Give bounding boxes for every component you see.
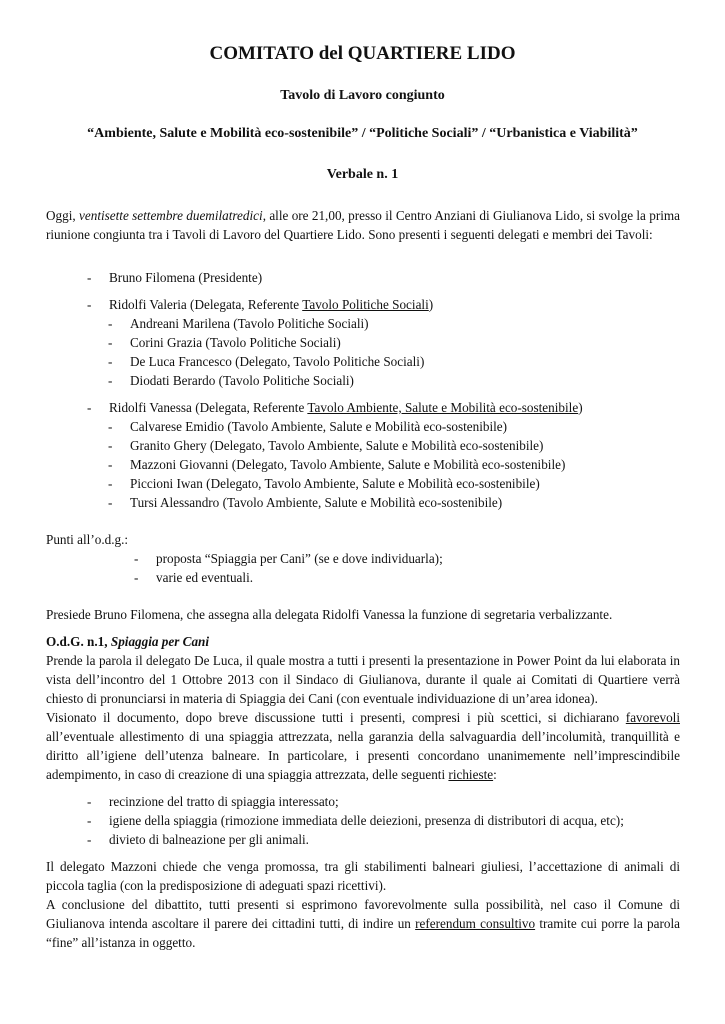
group1-table-name: Tavolo Politiche Sociali [302,297,429,312]
member-entry: Diodati Berardo (Tavolo Politiche Sociali) [130,373,354,388]
para2-text-3: : [493,767,497,782]
member-entry: Piccioni Iwan (Delegato, Tavolo Ambiente, Salute e Mobilità eco-sostenibile) [130,476,540,491]
odg1-paragraph-3: Il delegato Mazzoni chiede che venga promossa, tra gli stabilimenti balneari giuliesi, l’accettazione di animali di piccola taglia (con la predisposizione di adeguati spazi ricettivi). [46,859,680,893]
member-entry: Granito Ghery (Delegato, Tavolo Ambiente, Salute e Mobilità eco-sostenibile) [130,438,544,453]
odg1-heading-title: Spiaggia per Cani [110,634,210,649]
odg1-heading [46,632,680,651]
odg-item: varie ed eventuali. [156,570,254,585]
para4-text-1: A conclusione del dibattito, tutti presenti si esprimono favorevolmente sulla possibilità, nel caso il Comune di Giulianova intenda ascoltare il parere dei cittadini tutti, di indire un [46,897,680,931]
para2-text-2: all’eventuale allestimento di una spiaggia attrezzata, nella garanzia della salvaguardia dell’incolumità, tranquillità e diritto all’igiene dell’utenza balneare. In particolare, i presenti concordano unanimemente nell’imprescindibile adempimento, in caso di creazione di una spiaggia attrezzata, delle seguenti [46,729,680,782]
member-entry: Tursi Alessandro (Tavolo Ambiente, Salute e Mobilità eco-sostenibile) [130,495,503,510]
odg1-paragraph-1: Prende la parola il delegato De Luca, il quale mostra a tutti i presenti la presentazione in Power Point da lui elaborata in vista dell’incontro del 1 Ottobre 2013 con il Sindaco di Giulianova, durante il quale ai Comitati di Quartiere verrà chiesto di pronunciarsi in materia di Spiaggia dei Cani (con eventuale individuazione di un’area idonea). [46,653,680,706]
list-item: - recinzione del tratto di spiaggia interessato; [87,794,339,809]
member-entry: Calvarese Emidio (Tavolo Ambiente, Salute e Mobilità eco-sostenibile) [130,419,508,434]
request-item: divieto di balneazione per gli animali. [109,832,309,847]
favorevoli-underlined: favorevoli [625,710,680,725]
member-entry: Mazzoni Giovanni (Delegato, Tavolo Ambiente, Salute e Mobilità eco-sostenibile) [130,457,566,472]
list-item: - Ridolfi Vanessa (Delegata, Referente Tavolo Ambiente, Salute e Mobilità eco-sostenibile) [87,400,583,415]
odg1-heading-number: O.d.G. n.1, [46,634,111,649]
list-item: - Mazzoni Giovanni (Delegato, Tavolo Ambiente, Salute e Mobilità eco-sostenibile) [108,457,566,472]
referendum-underlined: referendum consultivo [415,916,536,931]
para2-text-1: Visionato il documento, dopo breve discussione tutti i presenti, compresi i più scettici, si dichiarano [46,710,626,725]
tables-line: “Ambiente, Salute e Mobilità eco-sostenibile” / “Politiche Sociali” / “Urbanistica e Viabilità” [87,126,638,141]
list-item: - varie ed eventuali. [134,570,254,585]
document-body [46,206,680,952]
odg1-paragraph-2 [46,708,680,784]
list-item: - Andreani Marilena (Tavolo Politiche Sociali) [108,316,369,331]
odg-label: Punti all’o.d.g.: [46,532,129,547]
list-item: - divieto di balneazione per gli animali. [87,832,309,847]
request-item: igiene della spiaggia (rimozione immediata delle deiezioni, presenza di distributori di acqua, etc); [109,813,624,828]
member-entry: Andreani Marilena (Tavolo Politiche Sociali) [130,316,369,331]
list-item: - Granito Ghery (Delegato, Tavolo Ambiente, Salute e Mobilità eco-sostenibile) [108,438,544,453]
odg-list [46,549,680,587]
member-entry: Corini Grazia (Tavolo Politiche Sociali) [130,335,341,350]
group1-list [46,295,680,390]
intro-date: ventisette settembre duemilatredici [79,208,263,223]
group1-lead-close: ) [428,297,434,312]
president-entry: Bruno Filomena (Presidente) [109,270,263,285]
list-item: - De Luca Francesco (Delegato, Tavolo Politiche Sociali) [108,354,425,369]
document-subtitle: Tavolo di Lavoro congiunto [280,88,445,103]
list-item: - Ridolfi Valeria (Delegata, Referente Tavolo Politiche Sociali) [87,297,434,312]
list-item: - igiene della spiaggia (rimozione immediata delle deiezioni, presenza di distributori di acqua, etc); [87,813,624,828]
list-item: - Bruno Filomena (Presidente) [87,270,263,285]
list-item: - Corini Grazia (Tavolo Politiche Sociali) [108,335,341,350]
verbale-number: Verbale n. 1 [326,167,399,182]
list-item: - Tursi Alessandro (Tavolo Ambiente, Salute e Mobilità eco-sostenibile) [108,495,503,510]
document-title: COMITATO del QUARTIERE LIDO [209,43,516,64]
group2-table-name: Tavolo Ambiente, Salute e Mobilità eco-sostenibile [307,400,579,415]
list-item: - proposta “Spiaggia per Cani” (se e dove individuarla); [134,551,443,566]
para4-text-2: tramite cui porre la parola “fine” all’istanza in oggetto. [46,916,680,950]
list-item: - Calvarese Emidio (Tavolo Ambiente, Salute e Mobilità eco-sostenibile) [108,419,508,434]
attendees-list [46,268,680,287]
intro-text-pre: Oggi, [46,208,80,223]
odg1-paragraph-4 [46,895,680,952]
member-entry: De Luca Francesco (Delegato, Tavolo Politiche Sociali) [130,354,425,369]
list-item: - Piccioni Iwan (Delegato, Tavolo Ambiente, Salute e Mobilità eco-sostenibile) [108,476,540,491]
richieste-underlined: richieste [448,767,494,782]
odg-item: proposta “Spiaggia per Cani” (se e dove individuarla); [156,551,443,566]
presiede-paragraph: Presiede Bruno Filomena, che assegna alla delegata Ridolfi Vanessa la funzione di segretaria verbalizzante. [46,607,613,622]
intro-paragraph [46,206,680,244]
request-item: recinzione del tratto di spiaggia interessato; [109,794,339,809]
requests-list [46,792,680,849]
group1-lead-text: Ridolfi Valeria (Delegata, Referente [109,297,303,312]
group2-lead-text: Ridolfi Vanessa (Delegata, Referente [109,400,308,415]
list-item: - Diodati Berardo (Tavolo Politiche Sociali) [108,373,354,388]
group2-lead-close: ) [578,400,583,415]
intro-text-post: , alle ore 21,00, presso il Centro Anziani di Giulianova Lido, si svolge la prima riunione congiunta tra i Tavoli di Lavoro del Quartiere Lido. Sono presenti i seguenti delegati e membri dei Tavoli: [46,208,681,242]
group2-list [46,398,680,512]
